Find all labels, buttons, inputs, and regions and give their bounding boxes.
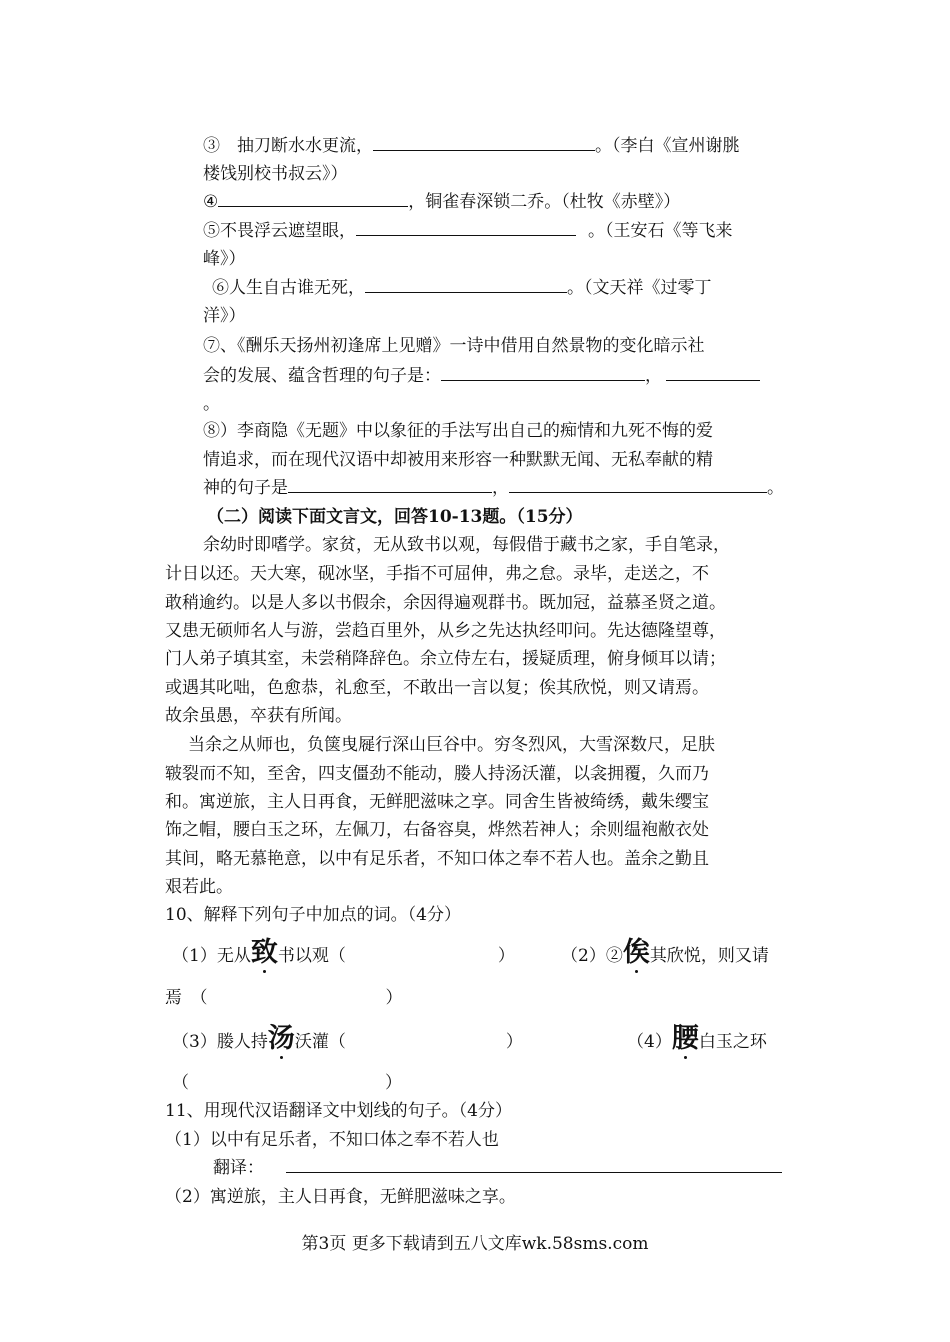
q10-item-3-close: ） xyxy=(505,1032,523,1052)
q6-line-1 xyxy=(212,276,712,300)
q5-line-1 xyxy=(203,219,733,243)
q7-text: ⑦、《酬乐天扬州初逢席上见赠》一诗中借用自然景物的变化暗示社 xyxy=(203,336,705,356)
passage-line: 门人弟子填其室，未尝稍降辞色。余立侍左右，援疑质理，俯身倾耳以请； xyxy=(165,649,726,669)
q8-end: 。 xyxy=(767,478,784,498)
passage-line: 饰之帽，腰白玉之环，左佩刀，右备容臭，烨然若神人；余则缊袍敝衣处 xyxy=(165,820,709,840)
q8-blank-2[interactable] xyxy=(509,476,767,493)
passage-line: 和。寓逆旅，主人日再食，无鲜肥滋味之享。同舍生皆被绮绣，戴朱缨宝 xyxy=(165,792,709,812)
q4-blank[interactable] xyxy=(218,190,408,207)
q10-item-4-cont xyxy=(172,1071,402,1095)
q3-source-cont: 楼饯别校书叔云》） xyxy=(203,164,348,184)
q8-blank-1[interactable] xyxy=(288,476,492,493)
q6-line-2 xyxy=(203,304,246,328)
q8-text-cont: 情追求，而在现代汉语中却被用来形容一种默默无闻、无私奉献的精 xyxy=(203,450,713,470)
passage-line: 敢稍逾约。以是人多以书假余，余因得遍观群书。既加冠，益慕圣贤之道。 xyxy=(165,593,726,613)
passage-line: 当余之从师也，负箧曳屣行深山巨谷中。穷冬烈风，大雪深数尺，足肤 xyxy=(188,735,715,755)
section-heading: （二）阅读下面文言文，回答10-13题。（15分） xyxy=(207,507,583,527)
q10-item-2-close: ） xyxy=(385,988,403,1008)
q7-text-cont: 会的发展、蕴含哲理的句子是： xyxy=(203,366,441,386)
q10-title: 10、解释下列句子中加点的词。（4分） xyxy=(165,905,461,925)
q10-item-1-close: ） xyxy=(497,946,515,966)
passage-line: 皲裂而不知，至舍，四支僵劲不能动，媵人持汤沃灌，以衾拥覆，久而乃 xyxy=(165,764,709,784)
q4-number: ④ xyxy=(203,192,219,212)
q10-item-4-post: 白玉之环 xyxy=(698,1032,767,1052)
q11-translation-blank[interactable] xyxy=(286,1156,782,1173)
q4-text: ，铜雀春深锁二乔。（杜牧《赤壁》） xyxy=(408,192,681,212)
q11-sentence-2: （2）寓逆旅，主人日再食，无鲜肥滋味之享。 xyxy=(165,1187,516,1207)
q3-line-2 xyxy=(203,162,348,186)
q11-translation-label: 翻译： xyxy=(213,1158,264,1178)
q3-blank[interactable] xyxy=(373,134,595,151)
q4-line xyxy=(203,190,680,214)
q10-dotted-word-4: 腰 xyxy=(671,1023,699,1054)
q10-dotted-word-2: 俟 xyxy=(622,937,650,968)
q10-item-3 xyxy=(172,1023,523,1054)
q5-line-2 xyxy=(203,247,246,271)
q10-item-4-close: ） xyxy=(385,1073,402,1093)
q11-sentence-1: （1）以中有足乐者，不知口体之奉不若人也 xyxy=(165,1130,499,1150)
q10-dotted-word-1: 致 xyxy=(250,937,278,968)
q5-text: ⑤不畏浮云遮望眼， xyxy=(203,221,356,241)
q5-blank[interactable] xyxy=(356,219,576,236)
q3-source: 。（李白《宣州谢朓 xyxy=(595,136,740,156)
q7-line-1 xyxy=(203,334,705,358)
q10-item-1 xyxy=(172,937,515,968)
q10-item-3-pre: （3）媵人持 xyxy=(172,1032,268,1052)
q6-source-cont: 洋》） xyxy=(203,306,246,326)
passage-line: 计日以还。天大寒，砚冰坚，手指不可屈伸，弗之怠。录毕，走送之，不 xyxy=(165,564,709,584)
q6-blank[interactable] xyxy=(365,276,567,293)
passage-line: 或遇其叱咄，色愈恭，礼愈至，不敢出一言以复；俟其欣悦，则又请焉。 xyxy=(165,678,709,698)
page-footer: 第3页 更多下载请到五八文库wk.58sms.com xyxy=(301,1234,649,1254)
q6-text: ⑥人生自古谁无死， xyxy=(212,278,365,298)
q8-text-end: 神的句子是 xyxy=(203,478,288,498)
q7-blank-1[interactable] xyxy=(441,364,645,381)
q7-line-3 xyxy=(203,392,220,416)
q11-title: 11、用现代汉语翻译文中划线的句子。（4分） xyxy=(165,1101,512,1121)
q8-text: ⑧）李商隐《无题》中以象征的手法写出自己的痴情和九死不悔的爱 xyxy=(203,421,713,441)
q3-text: ③ 抽刀断水水更流， xyxy=(203,136,373,156)
q5-source-cont: 峰》） xyxy=(203,249,246,269)
q10-item-2-post: 其欣悦，则又请 xyxy=(649,946,769,966)
q10-item-4-open: （ xyxy=(172,1073,189,1093)
passage-line: 艰若此。 xyxy=(165,877,233,897)
q8-separator: ， xyxy=(492,478,509,498)
q10-item-4 xyxy=(627,1023,767,1054)
passage-line: 又患无硕师名人与游，尝趋百里外，从乡之先达执经叩问。先达德隆望尊， xyxy=(165,621,726,641)
q10-item-2 xyxy=(561,937,769,968)
passage-line: 余幼时即嗜学。家贫，无从致书以观，每假借于藏书之家，手自笔录， xyxy=(203,535,730,555)
q6-source: 。（文天祥《过零丁 xyxy=(567,278,712,298)
q10-item-3-post: 沃灌（ xyxy=(294,1032,346,1052)
q10-item-2-cont-text: 焉 （ xyxy=(165,988,208,1008)
q11-translation-line xyxy=(213,1156,782,1180)
q7-blank-2[interactable] xyxy=(666,364,760,381)
q3-line-1 xyxy=(203,134,740,158)
q7-end: 。 xyxy=(203,394,220,414)
q10-item-2-cont xyxy=(165,986,403,1010)
q10-dotted-word-3: 汤 xyxy=(267,1023,295,1054)
q8-line-2 xyxy=(203,448,713,472)
passage-line: 故余虽愚，卒获有所闻。 xyxy=(165,706,352,726)
q8-line-1 xyxy=(203,419,713,443)
q7-separator: ， xyxy=(645,366,662,386)
q7-line-2 xyxy=(203,364,760,388)
q5-source: 。（王安石《等飞来 xyxy=(588,221,733,241)
q10-item-4-pre: （4） xyxy=(627,1032,672,1052)
q10-item-2-pre: （2）② xyxy=(561,946,623,966)
q8-line-3 xyxy=(203,476,784,500)
passage-line: 其间，略无慕艳意，以中有足乐者，不知口体之奉不若人也。盖余之勤且 xyxy=(165,849,709,869)
q10-item-1-post: 书以观（ xyxy=(277,946,346,966)
q10-item-1-pre: （1）无从 xyxy=(172,946,251,966)
